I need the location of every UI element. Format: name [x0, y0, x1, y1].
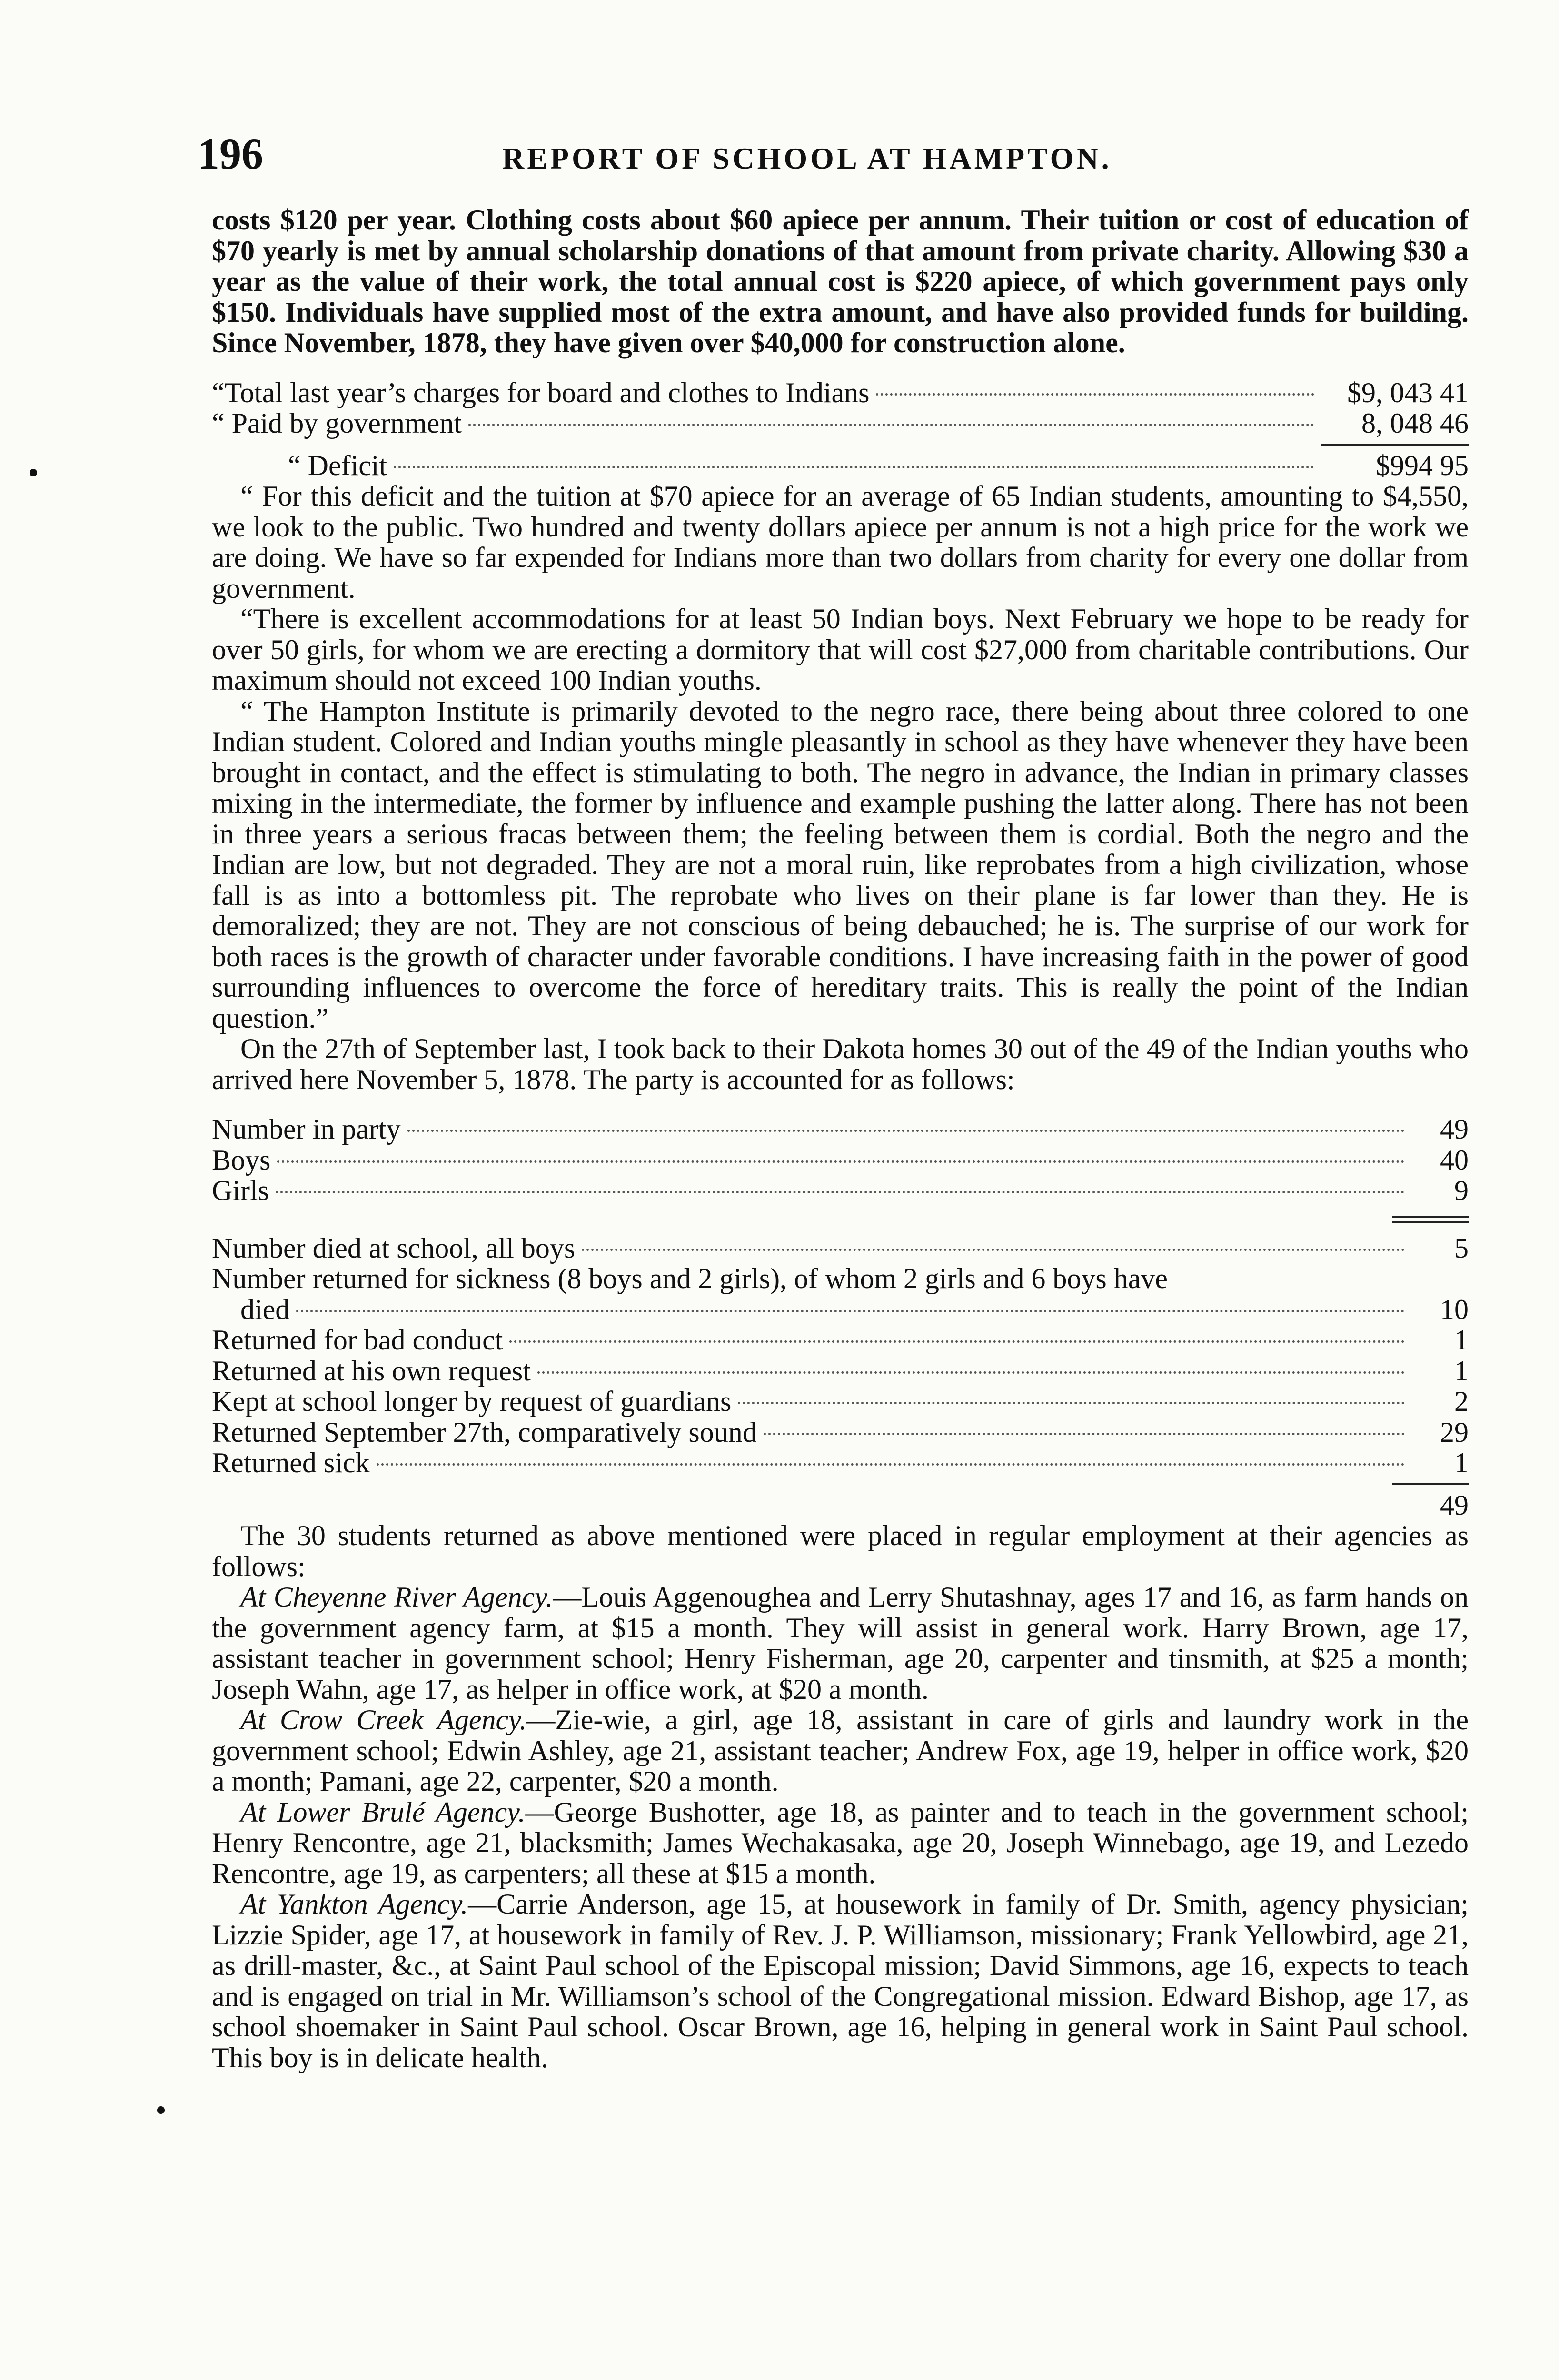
row-label: Kept at school longer by request of guardians — [212, 1386, 732, 1417]
row-value: 5 — [1454, 1232, 1469, 1264]
row-label: Number returned for sickness (8 boys and 2 girls), of whom 2 girls and 6 boys have — [212, 1263, 1168, 1294]
accounting-row — [212, 1233, 1469, 1264]
row-value: 1 — [1454, 1447, 1469, 1478]
row-value: $9, 043 41 — [1347, 377, 1469, 408]
agency-name: At Lower Brulé Agency. — [240, 1796, 526, 1828]
agency-text: —Louis Aggenoughea and Lerry Shutashnay, ages 17 and 16, as farm hands on the government agency farm, at $15 a month. They will assist in general work. Harry Brown, age 17, assistant teacher in government school; Henry Fisherman, age 20, carpenter and tinsmith, at $25 a month; Joseph Wahn, age 17, as helper in office work, at $20 a month. — [212, 1581, 1469, 1705]
row-value: 49 — [1440, 1113, 1469, 1145]
accounting-row — [212, 1263, 1469, 1294]
row-value: 1 — [1454, 1355, 1469, 1387]
agency-paragraph — [212, 1797, 1469, 1889]
intro-text: costs $120 per year. Clothing costs about $60 apiece per annum. Their tuition or cost of education of $70 yearly is met by annual scholarship donations of that amount from private charity. Allowing $30 a year as the value of their work, the total annual cost is $220 apiece, of which government pays only $150. Individuals have supplied most of the extra amount, and have also provided funds for building. Since November, 1878, they have given over $40,000 for construction alone. — [212, 204, 1469, 358]
row-value: 29 — [1440, 1416, 1469, 1448]
agency-paragraph — [212, 1889, 1469, 2073]
row-label: Returned sick — [212, 1447, 370, 1478]
row-label: Number in party — [212, 1113, 401, 1145]
accounting-row-cont — [212, 1294, 1469, 1325]
accounting-row — [212, 1325, 1469, 1356]
agency-paragraph — [212, 1705, 1469, 1797]
page-header — [198, 129, 1466, 181]
charges-row — [212, 408, 1469, 439]
row-label: died — [240, 1293, 290, 1325]
party-table — [212, 1114, 1469, 1520]
sum-rule — [1392, 1483, 1469, 1485]
row-label: Boys — [212, 1144, 271, 1176]
body-text — [212, 481, 1469, 1095]
deficit-value: $994 95 — [1376, 449, 1469, 481]
paragraph: “There is excellent accommodations for at least 50 Indian boys. Next February we hope to be ready for over 50 girls, for whom we are erecting a dormitory that will cost $27,000 from charitable contributions. Our maximum should not exceed 100 Indian youths. — [212, 603, 1469, 696]
agency-text: —Carrie Anderson, age 15, at housework in family of Dr. Smith, agency physician; Lizzie Spider, age 17, at housework in family of Rev. J. P. Williamson, missionary; Frank Yellowbird, age 21, as drill-master, &c., at Saint Paul school of the Episcopal mission; David Simmons, age 16, expects to teach and is engaged on trial in Mr. Williamson’s school of the Congregational mission. Edward Bishop, age 17, as school shoemaker in Saint Paul school. Oscar Brown, age 16, helping in general work in Saint Paul school. This boy is in delicate health. — [212, 1888, 1469, 2073]
row-value: 40 — [1440, 1144, 1469, 1176]
charges-table — [212, 377, 1469, 481]
agency-text: —George Bushotter, age 18, as painter and to teach in the government school; Henry Rencontre, age 21, blacksmith; James Wechakasaka, age 20, Joseph Winnebago, age 19, and Lezedo Rencontre, age 19, as carpenters; all these at $15 a month. — [212, 1796, 1469, 1889]
agency-paragraph — [212, 1582, 1469, 1705]
paragraph: “ The Hampton Institute is primarily devoted to the negro race, there being about three colored to one Indian student. Colored and Indian youths mingle pleasantly in school as they have whenever they have been brought in contact, and the effect is stimulating to both. The negro in advance, the Indian in primary classes mixing in the intermediate, the former by influence and example pushing the latter along. There has not been in three years a serious fracas between them; the feeling between them is cordial. Both the negro and the Indian are low, but not degraded. They are not a moral ruin, like reprobates from a high civilization, whose fall is as into a bottomless pit. The reprobate who lives on their plane is far lower than they. He is demoralized; they are not. They are not conscious of being debauched; he is. The surprise of our work for both races is the growth of character under favorable conditions. I have increasing faith in the power of good surrounding influences to overcome the force of hereditary traits. This is really the point of the Indian question.” — [212, 695, 1469, 1034]
paragraph: On the 27th of September last, I took back to their Dakota homes 30 out of the 49 of the Indian youths who arrived here November 5, 1878. The party is accounted for as follows: — [212, 1033, 1469, 1095]
row-value: 8, 048 46 — [1361, 407, 1469, 439]
row-label: Number died at school, all boys — [212, 1232, 576, 1264]
accounting-total: 49 — [1440, 1489, 1469, 1521]
row-label: Returned at his own request — [212, 1355, 531, 1387]
accounting-row — [212, 1356, 1469, 1387]
agency-name: At Yankton Agency. — [240, 1888, 468, 1920]
paragraph: The 30 students returned as above mentioned were placed in regular employment at their agencies as follows: — [212, 1520, 1469, 1582]
row-label: Girls — [212, 1175, 269, 1206]
agency-name: At Cheyenne River Agency. — [240, 1581, 553, 1613]
placement-text — [212, 1520, 1469, 2073]
paragraph: “ For this deficit and the tuition at $70 apiece for an average of 65 Indian students, amounting to $4,550, we look to the public. Two hundred and twenty dollars apiece per annum is not a high price for the work we are doing. We have so far expended for Indians more than two dollars from charity for every one dollar from government. — [212, 480, 1469, 604]
party-row — [212, 1175, 1469, 1206]
row-value: 10 — [1440, 1293, 1469, 1325]
page-number: 196 — [198, 129, 263, 178]
double-rule — [1392, 1216, 1469, 1223]
agency-text: —Zie-wie, a girl, age 18, assistant in care of girls and laundry work in the government school; Edwin Ashley, age 21, assistant teacher; Andrew Fox, age 19, helper in office work, $20 a month; Pamani, age 22, carpenter, $20 a month. — [212, 1704, 1469, 1797]
running-title: REPORT OF SCHOOL AT HAMPTON. — [502, 141, 1112, 175]
row-label: Returned September 27th, comparatively sound — [212, 1416, 757, 1448]
row-label: “Total last year’s charges for board and clothes to Indians — [212, 377, 870, 408]
accounting-row — [212, 1417, 1469, 1448]
party-row — [212, 1145, 1469, 1176]
row-value: 2 — [1454, 1386, 1469, 1417]
agency-name: At Crow Creek Agency. — [240, 1704, 527, 1735]
row-label: “ Paid by government — [212, 407, 462, 439]
intro-paragraph — [212, 205, 1469, 358]
charges-row — [212, 377, 1469, 408]
row-label: Returned for bad conduct — [212, 1324, 503, 1356]
accounting-total-row — [212, 1490, 1469, 1521]
row-value: 1 — [1454, 1324, 1469, 1356]
margin-dot — [157, 2106, 165, 2114]
accounting-row — [212, 1386, 1469, 1417]
row-value: 9 — [1454, 1175, 1469, 1206]
accounting-row — [212, 1448, 1469, 1478]
sum-rule — [1321, 444, 1469, 446]
margin-dot — [30, 469, 37, 476]
party-row — [212, 1114, 1469, 1145]
deficit-label: “ Deficit — [288, 449, 387, 481]
deficit-row — [212, 450, 1469, 481]
